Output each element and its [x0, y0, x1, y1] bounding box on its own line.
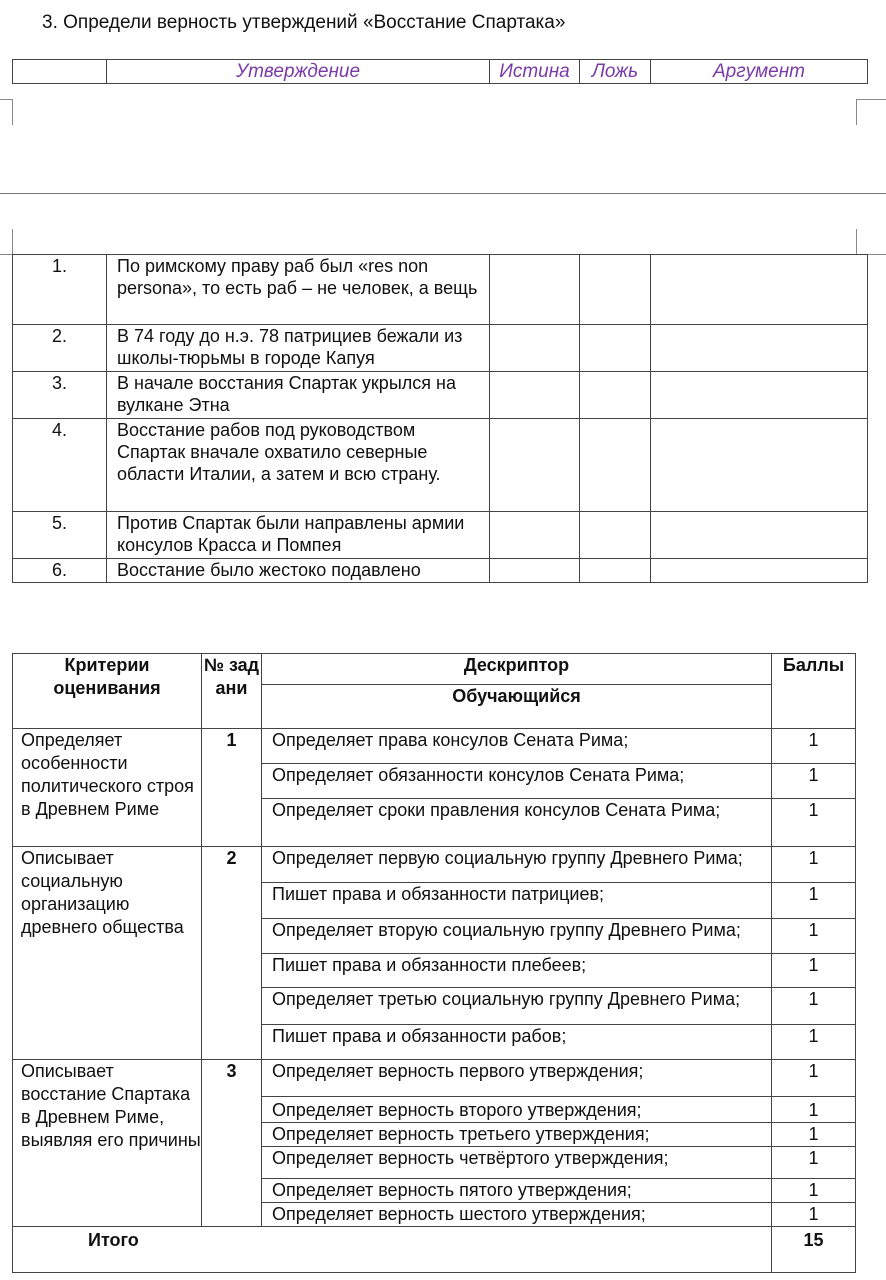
table-row	[13, 512, 868, 559]
points-value: 1	[772, 1147, 856, 1179]
table-row	[13, 559, 868, 583]
argument-cell[interactable]	[651, 419, 868, 512]
table-row	[13, 255, 868, 325]
statement-text: По римскому праву раб был «res non persona», то есть раб – не человек, а вещь	[107, 255, 490, 325]
table-row	[13, 325, 868, 372]
statements-table	[12, 254, 868, 583]
descriptor-text: Определяет обязанности консулов Сената Рима;	[262, 764, 772, 799]
header-num-cell	[13, 60, 107, 84]
table-row	[13, 1060, 856, 1097]
col-points-header: Баллы	[772, 654, 856, 729]
descriptor-clip: Определяет третью социальную группу Древнего Рима;	[272, 989, 741, 1009]
false-cell[interactable]	[580, 325, 651, 372]
points-value: 1	[772, 1123, 856, 1147]
statement-num: 6.	[13, 559, 107, 583]
descriptor-clip: Определяет вторую социальную группу Древнего Рима;	[272, 920, 741, 940]
points-value: 1	[772, 764, 856, 799]
descriptor-text: Определяет права консулов Сената Рима;	[262, 729, 772, 764]
descriptor-text: Определяет верность второго утверждения;	[262, 1097, 772, 1123]
statement-num: 5.	[13, 512, 107, 559]
criterion-text: Описывает восстание Спартака в Древнем Риме, выявляя его причины	[13, 1060, 202, 1227]
table-row	[13, 372, 868, 419]
false-cell[interactable]	[580, 512, 651, 559]
page-corner-mark	[856, 99, 886, 125]
total-label: Итого	[13, 1227, 772, 1273]
header-false: Ложь	[580, 60, 651, 84]
descriptor-text: Определяет верность третьего утверждения;	[262, 1123, 772, 1147]
statement-text: Восстание рабов под руководством Спартак вначале охватило северные области Италии, а затем и всю страну.	[107, 419, 490, 512]
descriptor-text: Пишет права и обязанности плебеев;	[262, 954, 772, 988]
points-value: 1	[772, 847, 856, 883]
descriptor-text: Определяет верность шестого утверждения;	[262, 1203, 772, 1227]
page-corner-mark	[0, 99, 13, 125]
argument-cell[interactable]	[651, 255, 868, 325]
col-descriptor-header: Дескриптор	[262, 654, 772, 685]
false-cell[interactable]	[580, 419, 651, 512]
criteria-table	[12, 653, 856, 1273]
argument-cell[interactable]	[651, 372, 868, 419]
points-value: 1	[772, 1097, 856, 1123]
points-value: 1	[772, 1060, 856, 1097]
criterion-text: Описывает социальную организацию древнего общества	[13, 847, 202, 1060]
statement-text: В начале восстания Спартак укрылся на вулкане Этна	[107, 372, 490, 419]
total-row	[13, 1227, 856, 1273]
truth-cell[interactable]	[490, 559, 580, 583]
argument-cell[interactable]	[651, 559, 868, 583]
page-corner-mark	[0, 229, 13, 255]
points-value: 1	[772, 919, 856, 954]
table-row	[13, 729, 856, 764]
argument-cell[interactable]	[651, 512, 868, 559]
task-title: 3. Определи верность утверждений «Восстание Спартака»	[42, 12, 566, 33]
table-row	[13, 419, 868, 512]
header-argument: Аргумент	[651, 60, 868, 84]
table-row	[13, 847, 856, 883]
statement-num: 2.	[13, 325, 107, 372]
page-break-line	[0, 193, 886, 194]
task-number: 3	[202, 1060, 262, 1227]
statement-num: 4.	[13, 419, 107, 512]
descriptor-text	[262, 919, 772, 954]
points-value: 1	[772, 1025, 856, 1060]
task-number: 1	[202, 729, 262, 847]
points-value: 1	[772, 988, 856, 1025]
points-value: 1	[772, 799, 856, 847]
descriptor-text: Пишет права и обязанности рабов;	[262, 1025, 772, 1060]
argument-cell[interactable]	[651, 325, 868, 372]
page-corner-mark	[856, 229, 886, 255]
truth-cell[interactable]	[490, 325, 580, 372]
header-statement: Утверждение	[107, 60, 490, 84]
descriptor-text	[262, 988, 772, 1025]
false-cell[interactable]	[580, 372, 651, 419]
descriptor-text: Определяет верность первого утверждения;	[262, 1060, 772, 1097]
points-value: 1	[772, 954, 856, 988]
truth-cell[interactable]	[490, 255, 580, 325]
descriptor-text: Определяет верность пятого утверждения;	[262, 1179, 772, 1203]
descriptor-clip: Определяет первую социальную группу Древнего Рима;	[272, 848, 743, 868]
points-value: 1	[772, 1203, 856, 1227]
statement-text: Восстание было жестоко подавлено	[107, 559, 490, 583]
descriptor-text: Определяет верность четвёртого утверждения;	[262, 1147, 772, 1179]
truth-cell[interactable]	[490, 419, 580, 512]
points-value: 1	[772, 1179, 856, 1203]
statement-num: 1.	[13, 255, 107, 325]
truth-cell[interactable]	[490, 372, 580, 419]
truth-cell[interactable]	[490, 512, 580, 559]
false-cell[interactable]	[580, 255, 651, 325]
statements-header-table	[12, 59, 868, 84]
descriptor-text: Пишет права и обязанности патрициев;	[262, 883, 772, 919]
header-truth: Истина	[490, 60, 580, 84]
statement-text: Против Спартак были направлены армии консулов Красса и Помпея	[107, 512, 490, 559]
col-task-header: № зад ани	[202, 654, 262, 729]
points-value: 1	[772, 729, 856, 764]
criterion-text: Определяет особенности политического строя в Древнем Риме	[13, 729, 202, 847]
task-number: 2	[202, 847, 262, 1060]
false-cell[interactable]	[580, 559, 651, 583]
col-learner-header: Обучающийся	[262, 685, 772, 729]
descriptor-text: Определяет сроки правления консулов Сената Рима;	[262, 799, 772, 847]
points-value: 1	[772, 883, 856, 919]
total-points: 15	[772, 1227, 856, 1273]
statement-text: В 74 году до н.э. 78 патрициев бежали из школы-тюрьмы в городе Капуя	[107, 325, 490, 372]
descriptor-text	[262, 847, 772, 883]
col-criteria-header: Критерии оценивания	[13, 654, 202, 729]
statement-num: 3.	[13, 372, 107, 419]
table-row	[13, 654, 856, 685]
